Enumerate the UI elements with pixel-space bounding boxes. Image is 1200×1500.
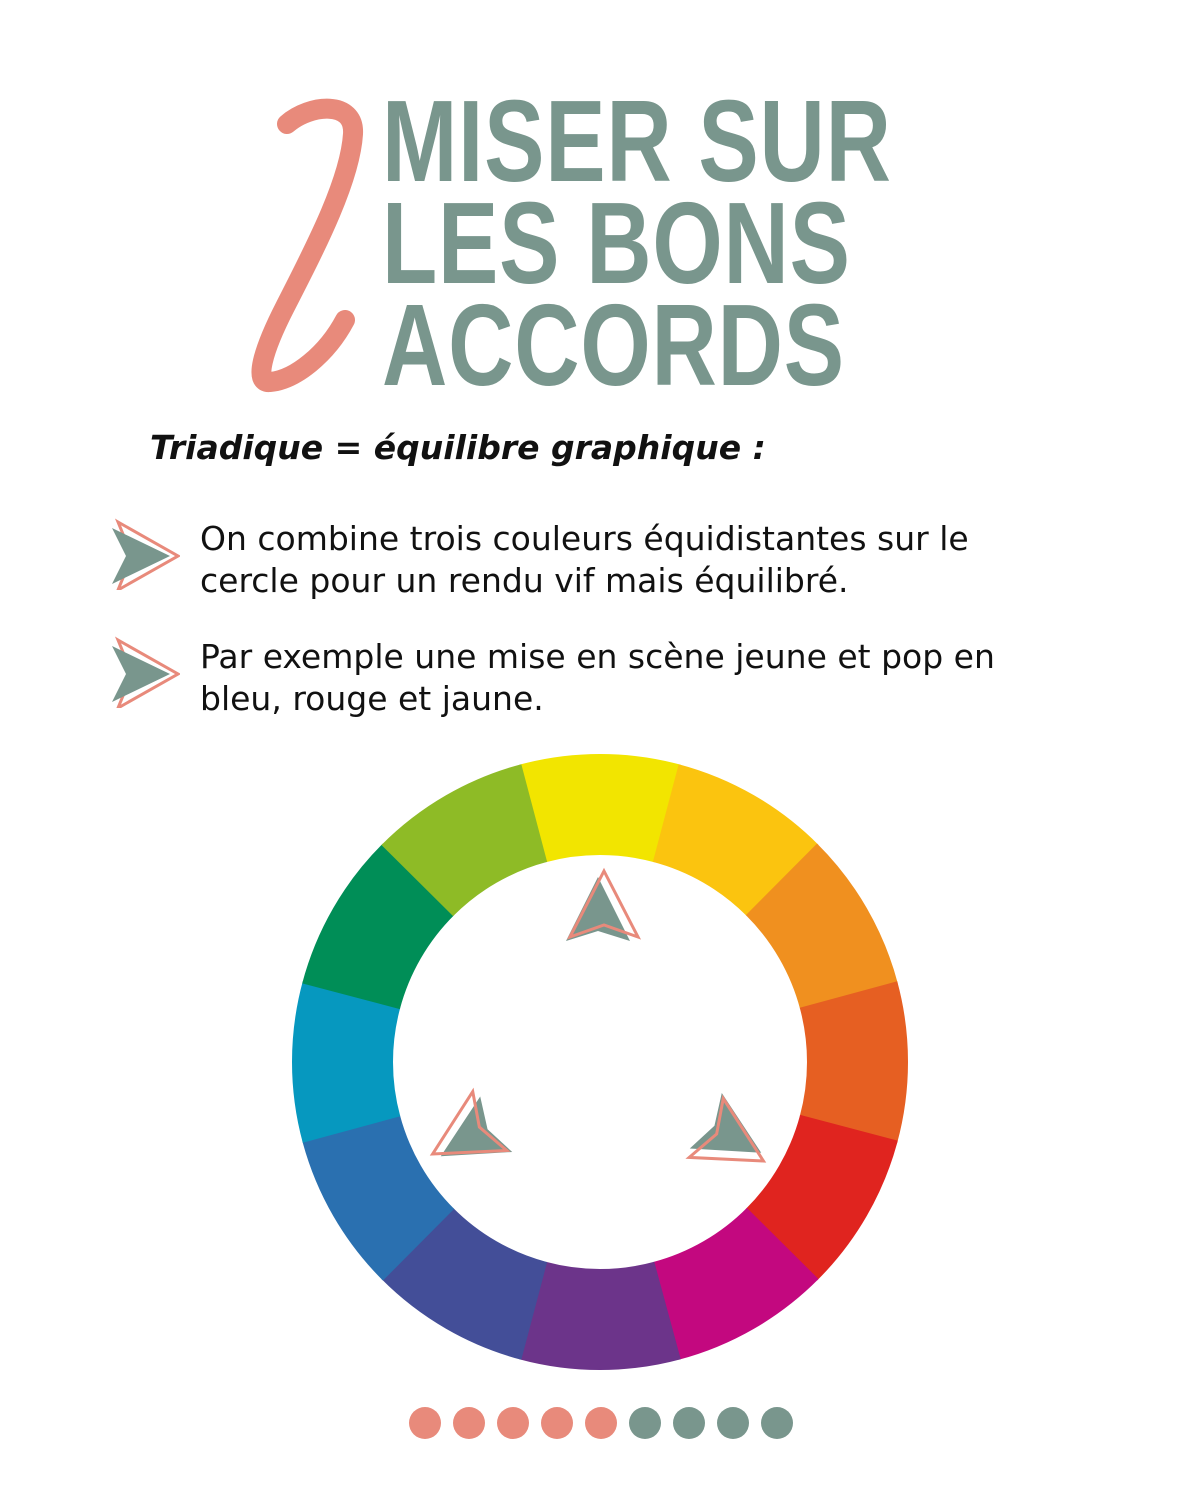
bullet-line: cercle pour un rendu vif mais équilibré. xyxy=(200,561,849,600)
bullet-line: Par exemple une mise en scène jeune et pop en xyxy=(200,637,995,676)
section-subtitle: Triadique = équilibre graphique : xyxy=(150,428,766,467)
wheel-segment xyxy=(519,754,681,862)
arrow-down-left-icon xyxy=(416,1090,513,1187)
pagination-dot xyxy=(673,1407,705,1439)
arrow-right-icon xyxy=(108,636,180,708)
color-wheel xyxy=(290,752,910,1372)
page-title xyxy=(382,76,1036,410)
wheel-segment xyxy=(292,981,400,1143)
pagination-dots xyxy=(409,1407,793,1439)
arrow-up-icon xyxy=(566,871,638,941)
pagination-dot xyxy=(761,1407,793,1439)
triad-markers xyxy=(416,871,783,1190)
bullet-line: bleu, rouge et jaune. xyxy=(200,679,544,718)
arrow-right-icon xyxy=(108,518,180,590)
color-wheel-segments xyxy=(292,754,908,1370)
bullet-text xyxy=(200,636,1100,720)
pagination-dot-filled xyxy=(453,1407,485,1439)
wheel-segment xyxy=(519,1262,681,1370)
pagination-dot-filled xyxy=(541,1407,573,1439)
arrow-down-right-icon xyxy=(686,1093,783,1190)
pagination-dot xyxy=(717,1407,749,1439)
bullet-text xyxy=(200,518,1100,602)
wheel-segment xyxy=(800,981,908,1143)
title-line-3: ACCORDS xyxy=(382,280,845,410)
title-line-1: MISER SUR xyxy=(382,76,892,206)
pagination-dot-filled xyxy=(497,1407,529,1439)
pagination-dot-filled xyxy=(585,1407,617,1439)
pagination-dot xyxy=(629,1407,661,1439)
title-line-2: LES BONS xyxy=(382,178,851,308)
step-number-graphic xyxy=(225,92,375,402)
bullet-line: On combine trois couleurs équidistantes sur le xyxy=(200,519,969,558)
pagination-dot-filled xyxy=(409,1407,441,1439)
step-number-2-stroke xyxy=(261,109,353,382)
